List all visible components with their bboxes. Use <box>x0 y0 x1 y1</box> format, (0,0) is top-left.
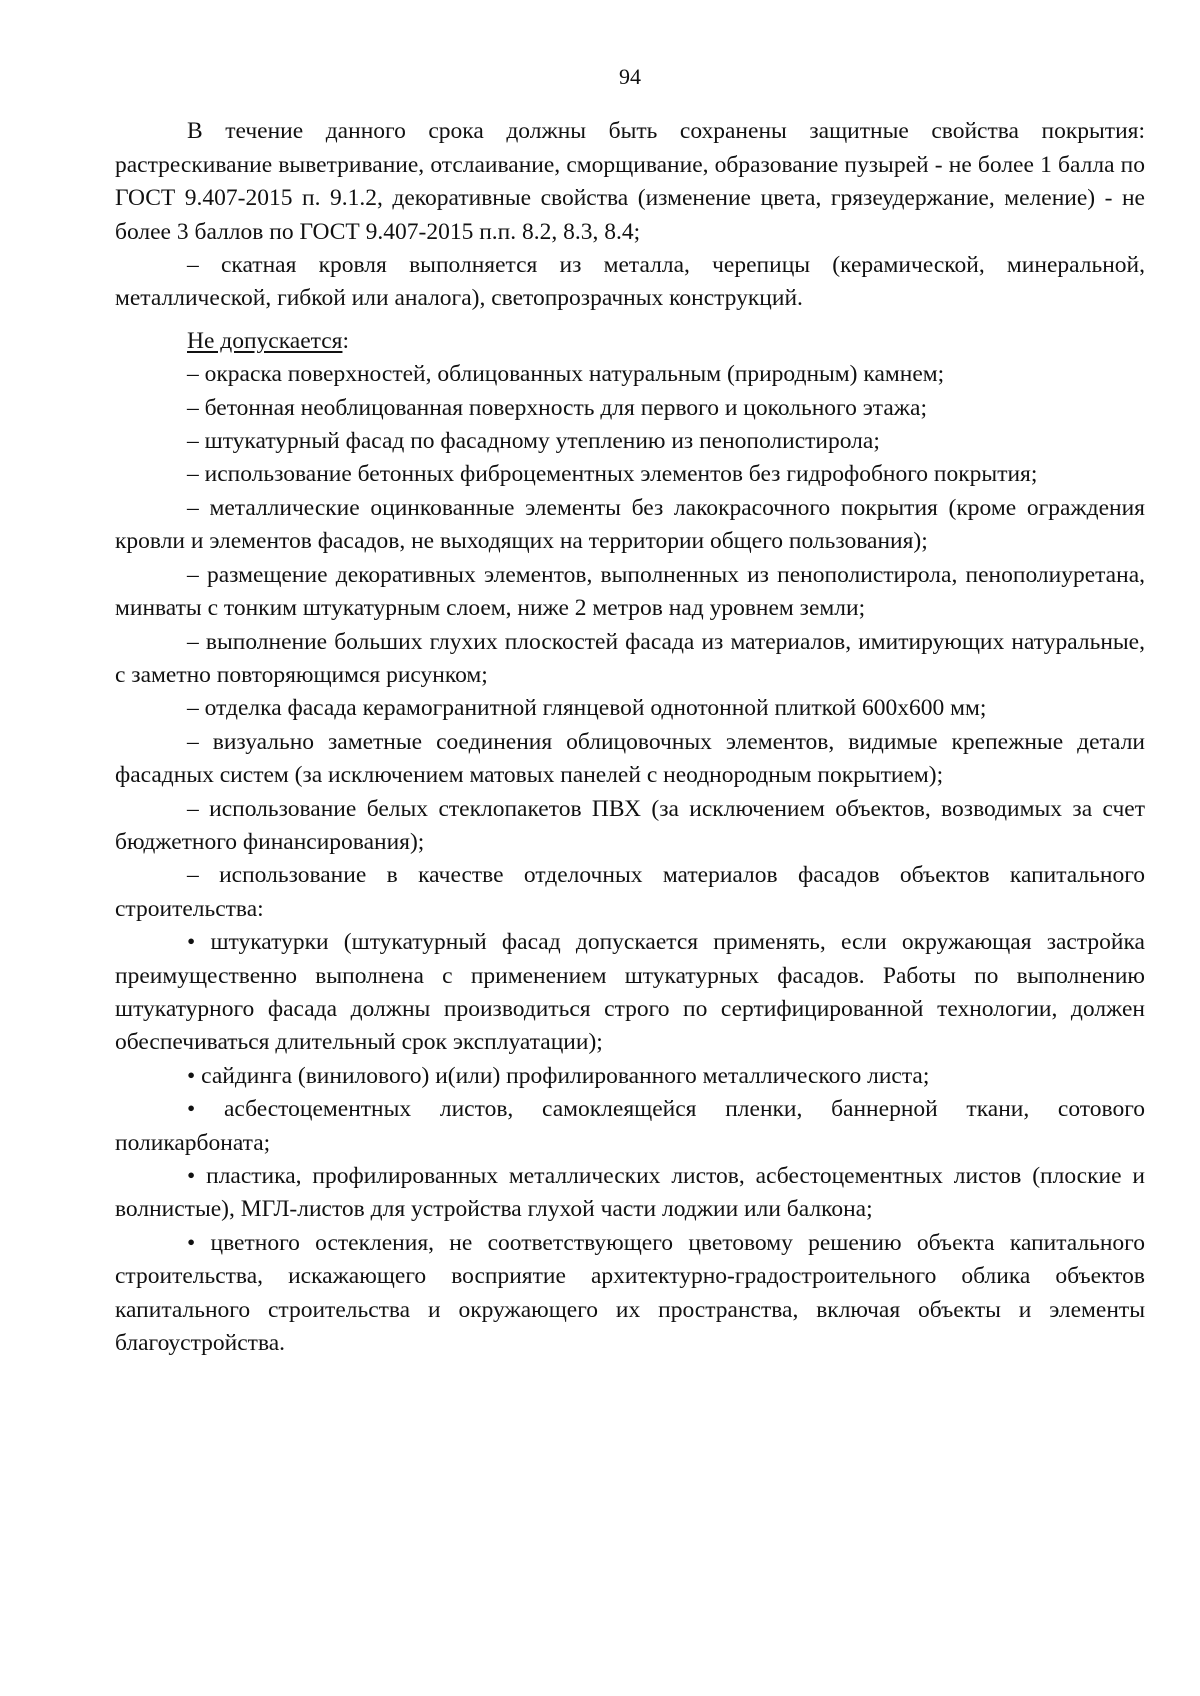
bullet-item: • асбестоцементных листов, самоклеящейся пленки, баннерной ткани, сотового поликарбоната; <box>115 1096 1145 1156</box>
prohibited-item: – металлические оцинкованные элементы без лакокрасочного покрытия (кроме ограждения кровли и элементов фасадов, не выходящих на территории общего пользования); <box>115 494 1145 555</box>
page-number: 94 <box>619 64 641 89</box>
prohibited-item: – размещение декоративных элементов, выполненных из пенополистирола, пенополиуретана, минваты с тонким штукатурным слоем, ниже 2 метров над уровнем земли; <box>115 561 1145 622</box>
prohibited-item: – окраска поверхностей, облицованных натуральным (природным) камнем; <box>187 361 945 388</box>
not-allowed-heading-colon: : <box>342 327 349 354</box>
prohibited-item: – бетонная необлицованная поверхность для первого и цокольного этажа; <box>187 394 927 421</box>
prohibited-item: – отделка фасада керамогранитной глянцевой однотонной плиткой 600х600 мм; <box>187 695 987 722</box>
bullet-item: • штукатурки (штукатурный фасад допускается применять, если окружающая застройка преимущественно выполнена с применением штукатурных фасадов. Работы по выполнению штукатурного фасада должны производиться строго по сертифицированной технологии, должен обеспечиваться длительный срок эксплуатации); <box>115 929 1145 1056</box>
bullet-item: • цветного остекления, не соответствующего цветовому решению объекта капитального строительства, искажающего восприятие архитектурно-градостроительного облика объектов капитального строительства и окружающего их пространства, включая объекты и элементы благоустройства. <box>115 1229 1145 1357</box>
bullet-item: • пластика, профилированных металлических листов, асбестоцементных листов (плоские и волнистые), МГЛ-листов для устройства глухой части лоджии или балкона; <box>115 1163 1145 1223</box>
prohibited-item: – использование в качестве отделочных материалов фасадов объектов капитального строительства: <box>115 862 1145 922</box>
prohibited-item: – визуально заметные соединения облицовочных элементов, видимые крепежные детали фасадных систем (за исключением матовых панелей с неоднородным покрытием); <box>115 728 1145 789</box>
prohibited-item: – штукатурный фасад по фасадному утеплению из пенополистирола; <box>187 428 880 455</box>
prohibited-item: – использование бетонных фиброцементных элементов без гидрофобного покрытия; <box>187 461 1038 488</box>
prohibited-item: – использование белых стеклопакетов ПВХ (за исключением объектов, возводимых за счет бюджетного финансирования); <box>115 795 1145 855</box>
bullet-item: • сайдинга (винилового) и(или) профилированного металлического листа; <box>187 1062 930 1089</box>
document-page <box>115 60 1145 1360</box>
paragraph-protective-properties: В течение данного срока должны быть сохранены защитные свойства покрытия: растрескивание выветривание, отслаивание, сморщивание, образование пузырей - не более 1 балла по ГОСТ 9.407-2015 п. 9.1.2, декоративные свойства (изменение цвета, грязеудержание, меление) - не более 3 баллов по ГОСТ 9.407-2015 п.п. 8.2, 8.3, 8.4; <box>115 118 1145 245</box>
prohibited-item: – выполнение больших глухих плоскостей фасада из материалов, имитирующих натуральные, с заметно повторяющимся рисунком; <box>115 628 1145 688</box>
not-allowed-heading-text: Не допускается <box>187 327 343 354</box>
paragraph-pitched-roof: – скатная кровля выполняется из металла, черепицы (керамической, минеральной, металлической, гибкой или аналога), светопрозрачных конструкций. <box>115 252 1145 312</box>
not-allowed-heading <box>115 325 1145 358</box>
